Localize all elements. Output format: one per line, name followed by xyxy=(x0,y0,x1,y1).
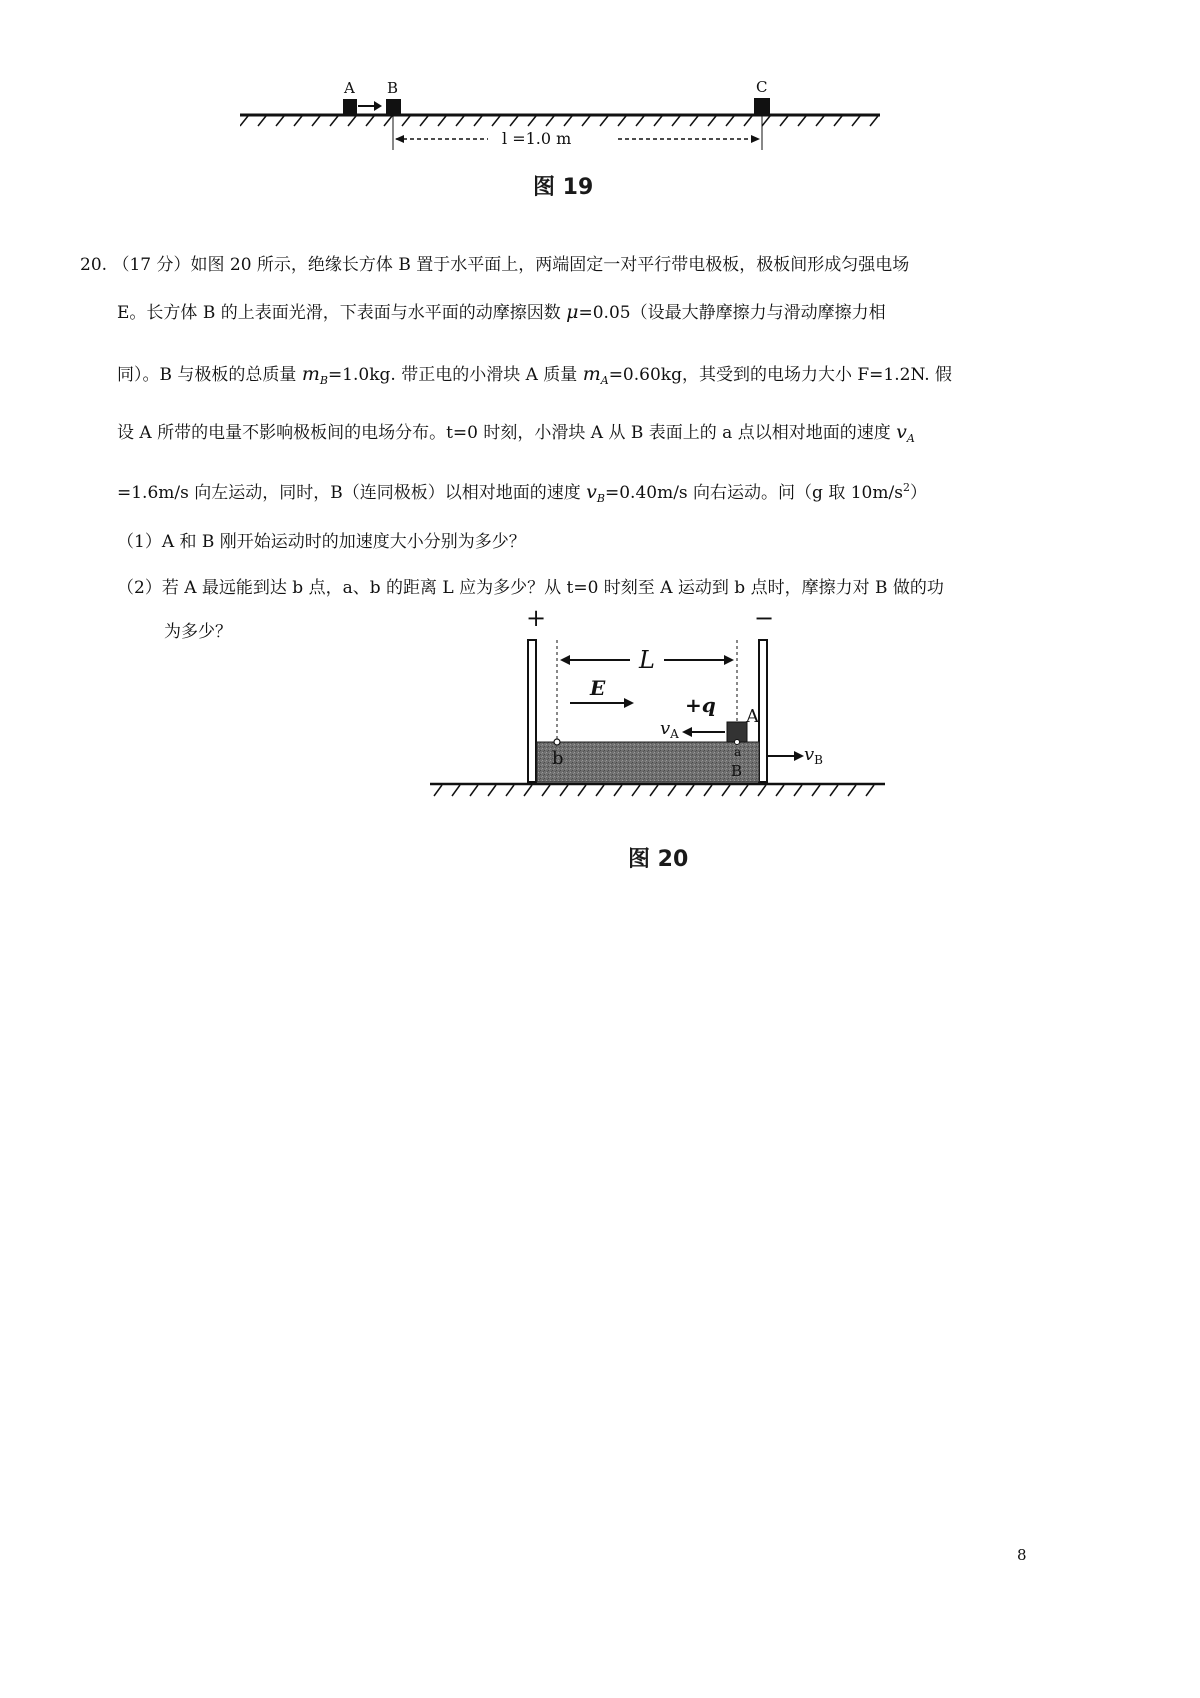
problem-line-4: 设 A 所带的电量不影响极板间的电场分布。t=0 时刻，小滑块 A 从 B 表面上的 a 点以相对地面的速度 $v_A$ xyxy=(117,421,915,445)
fig20-A-label: A xyxy=(746,706,759,727)
fig20-vB-label: $v_B$ xyxy=(804,744,823,767)
fig20-a-label: a xyxy=(734,745,742,759)
fig20-caption: 图 20 xyxy=(628,847,689,872)
page-number: 8 xyxy=(1017,1546,1027,1564)
fig20-right-plate xyxy=(759,640,767,782)
fig20-b-label: b xyxy=(552,748,564,769)
fig20-left-plate xyxy=(528,640,536,782)
fig20-point-a xyxy=(735,740,740,745)
fig19-block-a xyxy=(343,99,357,114)
fig19-hatching xyxy=(240,116,878,126)
fig20-L-label: L xyxy=(639,646,655,674)
fig19-caption: 图 19 xyxy=(533,175,594,200)
fig20-vA-label: $v_A$ xyxy=(660,718,679,741)
mu-symbol: μ xyxy=(566,301,579,323)
problem-line-3: 同）。B 与极板的总质量 $m_B=1.0kg$. 带正电的小滑块 A 质量 $m_A=0.60kg$，其受到的电场力大小 F=1.2N. 假 xyxy=(117,363,953,387)
fig19-distance-label: l =1.0 m xyxy=(502,129,572,148)
figure-20 xyxy=(430,600,900,830)
figure-19 xyxy=(240,70,890,160)
fig19-label-b: B xyxy=(387,79,399,97)
problem-number: 20. xyxy=(80,255,108,275)
question-2-line-1: （2）若 A 最远能到达 b 点，a、b 的距离 L 应为多少？从 t=0 时刻至 A 运动到 b 点时，摩擦力对 B 做的功 xyxy=(117,578,944,598)
question-1: （1）A 和 B 刚开始运动时的加速度大小分别为多少？ xyxy=(117,532,526,552)
question-2-line-2: 为多少？ xyxy=(164,622,232,642)
problem-line-1: 20. （17 分）如图 20 所示，绝缘长方体 B 置于水平面上，两端固定一对平行带电极板，极板间形成匀强电场 xyxy=(80,255,910,275)
fig19-label-c: C xyxy=(756,78,768,96)
fig20-q-label: +q xyxy=(685,693,716,717)
fig20-plus-label: + xyxy=(526,604,547,632)
fig20-E-label: E xyxy=(590,676,606,700)
fig19-block-c xyxy=(754,98,770,114)
problem-line-2: E。长方体 B 的上表面光滑，下表面与水平面的动摩擦因数 μ=0.05（设最大静摩擦力与滑动摩擦力相 xyxy=(117,301,886,323)
fig19-label-a: A xyxy=(344,79,355,97)
fig20-B-label: B xyxy=(731,762,743,780)
problem-line-5: =1.6m/s 向左运动，同时，B（连同极板）以相对地面的速度 $v_B=0.40m/s$ 向右运动。问（g 取 $10m/s^2$） xyxy=(117,481,927,505)
fig20-hatching xyxy=(434,785,874,796)
fig20-point-b xyxy=(554,739,560,745)
fig19-block-b xyxy=(386,99,401,114)
fig20-minus-label: − xyxy=(754,604,775,632)
fig20-block-b xyxy=(537,742,759,782)
